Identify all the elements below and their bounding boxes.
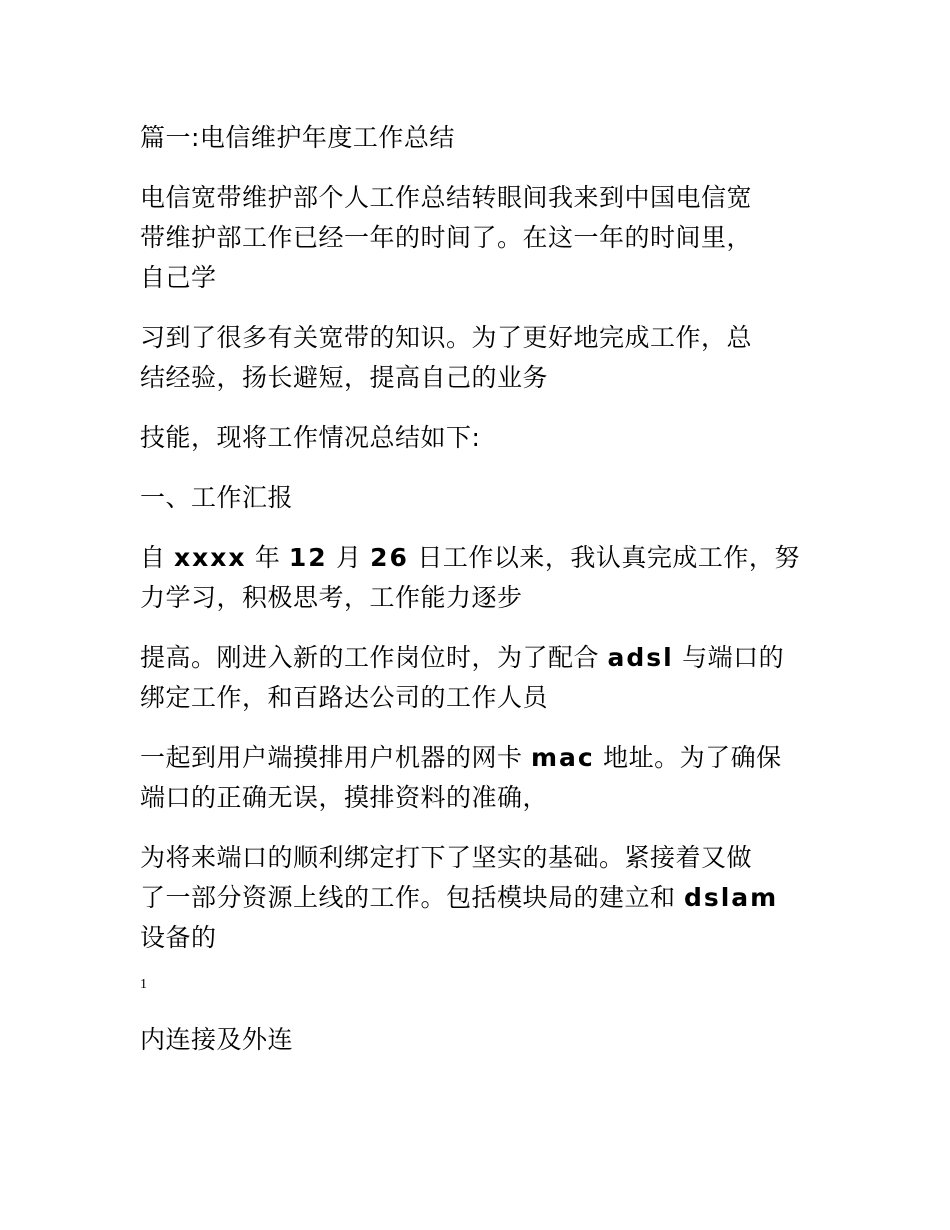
- text-segment: 年: [246, 543, 289, 572]
- paragraph-3-line-1: 技能，现将工作情况总结如下:: [140, 423, 481, 452]
- paragraph-5-line-2: 力学习，积极思考，工作能力逐步: [140, 583, 523, 612]
- year-placeholder: xxxx: [173, 543, 247, 572]
- paragraph-5-line-1: [140, 543, 800, 573]
- paragraph-1-line-2: 带维护部工作已经一年的时间了。在这一年的时间里，: [140, 223, 753, 252]
- text-segment: 一起到用户端摸排用户机器的网卡: [140, 743, 531, 772]
- section-heading: 一、工作汇报: [140, 483, 294, 512]
- term-dslam: dslam: [683, 883, 779, 912]
- day-number: 26: [370, 543, 409, 572]
- text-segment: 月: [327, 543, 371, 572]
- continuation-line: 内连接及外连: [140, 1025, 294, 1054]
- text-segment: 了一部分资源上线的工作。包括模块局的建立和: [140, 883, 684, 912]
- text-segment: 与端口的: [673, 643, 785, 672]
- paragraph-2-line-1: 习到了很多有关宽带的知识。为了更好地完成工作，总: [140, 323, 753, 352]
- page-number: 1: [140, 977, 147, 992]
- paragraph-6-line-1: [140, 643, 784, 673]
- document-title: 篇一:电信维护年度工作总结: [140, 123, 455, 152]
- paragraph-7-line-1: [140, 743, 782, 773]
- month-number: 12: [288, 543, 328, 572]
- paragraph-2-line-2: 结经验，扬长避短，提高自己的业务: [140, 363, 549, 392]
- paragraph-8-line-3: 设备的: [140, 923, 217, 952]
- paragraph-8-line-1: 为将来端口的顺利绑定打下了坚实的基础。紧接着又做: [140, 843, 753, 872]
- paragraph-1-line-1: 电信宽带维护部个人工作总结转眼间我来到中国电信宽: [140, 183, 753, 212]
- text-segment: 日工作以来，我认真完成工作，努: [408, 543, 800, 572]
- paragraph-6-line-2: 绑定工作，和百路达公司的工作人员: [140, 683, 549, 712]
- text-segment: 提高。刚进入新的工作岗位时，为了配合: [140, 643, 608, 672]
- paragraph-7-line-2: 端口的正确无误，摸排资料的准确，: [140, 783, 549, 812]
- term-mac: mac: [530, 743, 595, 772]
- text-segment: 地址。为了确保: [594, 743, 782, 772]
- term-adsl: adsl: [607, 643, 674, 672]
- paragraph-8-line-2: [140, 883, 778, 913]
- text-segment: 自: [140, 543, 174, 572]
- paragraph-1-line-3: 自己学: [140, 263, 217, 292]
